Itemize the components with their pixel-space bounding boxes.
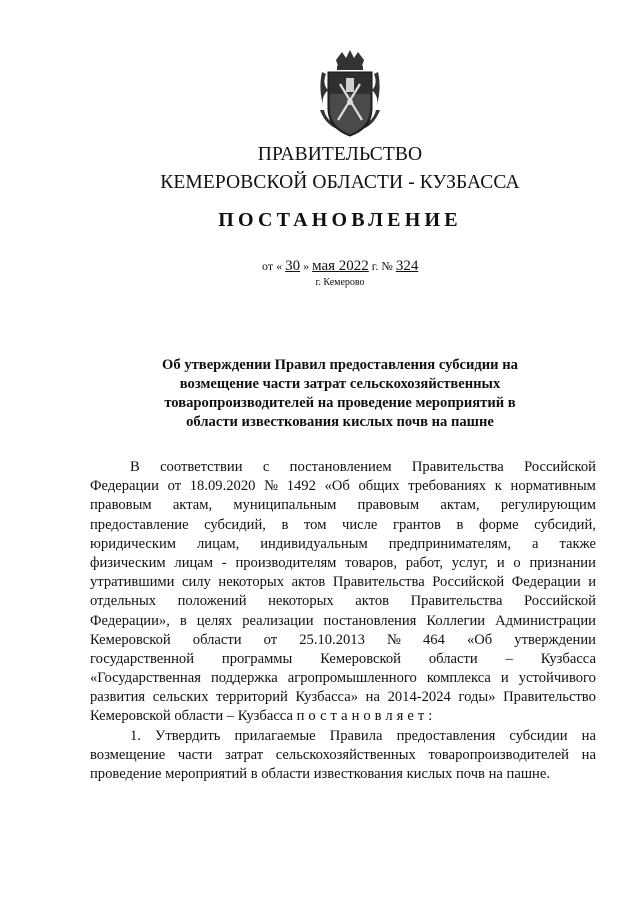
word: актов — [291, 574, 326, 591]
word: лицам — [174, 554, 214, 571]
paragraph-preamble — [90, 458, 596, 707]
word: предоставления — [396, 727, 496, 744]
word: № — [386, 631, 401, 648]
paragraph-item-1 — [90, 727, 596, 765]
word: признании — [529, 554, 596, 571]
word: грантов — [392, 516, 441, 533]
text-line — [90, 554, 596, 573]
government-title-line2: КЕМЕРОВСКОЙ ОБЛАСТИ - КУЗБАССА — [160, 172, 520, 193]
subject-line: возмещение части затрат сельскохозяйственных — [179, 376, 501, 392]
word: от — [167, 478, 182, 495]
word: субсидий, — [534, 516, 596, 533]
word: области — [428, 650, 478, 667]
text-line — [90, 765, 596, 784]
word: предпринимателям, — [388, 535, 512, 552]
word: государственной — [90, 650, 195, 667]
document-body — [90, 458, 596, 784]
word: Коллегии — [426, 612, 486, 629]
word: затрат — [224, 746, 264, 763]
word: Кемеровской — [90, 631, 171, 648]
word: В — [130, 459, 140, 475]
word: развития — [90, 689, 146, 706]
text-line — [90, 688, 596, 707]
word: на — [581, 727, 596, 744]
word: комплекса — [426, 670, 491, 687]
subject-line: товаропроизводителей на проведение мероприятий в — [164, 395, 516, 411]
word: Кузбасса» — [295, 689, 358, 706]
word: производителям — [235, 554, 337, 571]
document-number: 324 — [395, 258, 419, 274]
word: правовым — [357, 497, 420, 514]
coat-of-arms-emblem — [316, 50, 384, 138]
text-line — [90, 592, 596, 611]
document-subject — [152, 356, 528, 432]
word: Федерации», — [90, 612, 170, 629]
word: годы» — [458, 689, 496, 706]
word: постановления — [323, 612, 417, 629]
document-type-heading: ПОСТАНОВЛЕНИЕ — [218, 209, 462, 231]
subject-line: области известкования кислых почв на пашне — [186, 414, 494, 430]
document-city: г. Кемерово — [315, 277, 365, 288]
word: физическим — [90, 554, 166, 571]
word: устойчивого — [518, 670, 596, 687]
word: силу — [181, 574, 211, 591]
date-quote-close: » — [303, 259, 310, 273]
word: товаропроизводителей — [428, 746, 569, 763]
subject-line: Об утверждении Правил предоставления субсидии на — [162, 357, 518, 373]
word: Кузбасса — [540, 650, 596, 667]
text-line — [90, 669, 596, 688]
word: на — [581, 746, 596, 763]
word: реализации — [242, 612, 314, 629]
word: юридическим — [90, 535, 177, 552]
text-line — [90, 707, 596, 726]
text-fragment: проведение мероприятий в области известкования кислых почв на пашне. — [90, 766, 550, 782]
word: «Об — [466, 631, 493, 648]
text-line — [90, 612, 596, 631]
word: № — [264, 478, 279, 495]
word: лицам, — [197, 535, 240, 552]
text-line — [90, 535, 596, 554]
word: а — [532, 535, 539, 552]
word: к — [494, 478, 502, 495]
government-title-line1: ПРАВИТЕЛЬСТВО — [257, 144, 423, 165]
word: 2014-2024 — [387, 689, 451, 706]
word: Федерации — [511, 574, 581, 591]
word: 1. — [130, 727, 141, 744]
number-prefix: № — [381, 259, 393, 273]
word: сельских — [152, 689, 209, 706]
resolves-word: постановляет: — [296, 708, 437, 725]
word: Кемеровской — [320, 650, 401, 667]
word: индивидуальным — [260, 535, 368, 552]
word: территорий — [216, 689, 288, 706]
text-line — [90, 458, 596, 477]
word: регулирующим — [500, 497, 596, 514]
word: постановлением — [289, 459, 392, 475]
word: Правила — [329, 727, 383, 744]
word: и — [500, 670, 509, 687]
word: том — [303, 516, 327, 533]
word: Правительства — [332, 574, 425, 591]
word: также — [559, 535, 596, 552]
word: 464 — [422, 631, 445, 648]
word: программы — [221, 650, 293, 667]
word: 18.09.2020 — [189, 478, 256, 495]
date-prefix: от « — [262, 259, 283, 273]
date-year-suffix: г. — [371, 259, 379, 273]
word: услуг, — [451, 554, 489, 571]
date-month-year: мая 2022 — [312, 258, 369, 274]
word: муниципальным — [233, 497, 337, 514]
word: Правительство — [503, 689, 596, 706]
text-line — [90, 496, 596, 515]
word: нормативным — [510, 478, 596, 495]
document-date-line — [262, 258, 418, 275]
word: субсидии — [509, 727, 568, 744]
word: Утвердить — [155, 727, 221, 744]
text-line — [90, 477, 596, 496]
word: целях — [196, 612, 233, 629]
date-day: 30 — [285, 258, 301, 274]
word: числе — [342, 516, 378, 533]
word: 1492 — [286, 478, 316, 495]
word: соответствии — [160, 459, 243, 475]
word: форме — [479, 516, 519, 533]
word: субсидий, — [204, 516, 266, 533]
word: от — [263, 631, 278, 648]
word: возмещение — [90, 746, 166, 763]
word: сельскохозяйственных — [275, 746, 416, 763]
word: и — [496, 554, 505, 571]
word: актам, — [172, 497, 213, 514]
text-line — [90, 631, 596, 650]
word: части — [177, 746, 213, 763]
word: некоторых — [218, 574, 285, 591]
word: с — [262, 459, 270, 475]
word: – — [505, 650, 513, 667]
text-line — [90, 746, 596, 765]
word: отдельных — [90, 593, 157, 610]
word: в — [281, 516, 289, 533]
word: предоставление — [90, 516, 189, 533]
word: утратившими — [90, 574, 175, 591]
word: требованиях — [408, 478, 487, 495]
word: Российской — [524, 459, 596, 475]
word: Правительства — [410, 593, 503, 610]
word: прилагаемые — [234, 727, 316, 744]
word: Российской — [432, 574, 505, 591]
word: Российской — [524, 593, 596, 610]
word: - — [221, 554, 227, 571]
word: актов — [355, 593, 390, 610]
word: «Об — [324, 478, 350, 495]
word: товаров, — [345, 554, 397, 571]
word: «Государственная — [90, 670, 201, 687]
word: актам, — [440, 497, 480, 514]
word: области — [192, 631, 242, 648]
word: общих — [358, 478, 400, 495]
word: работ, — [405, 554, 443, 571]
text-fragment: Кемеровской области – Кузбасса — [90, 708, 293, 725]
word: о — [513, 554, 521, 571]
word: на — [365, 689, 380, 706]
text-line — [90, 516, 596, 535]
word: 25.10.2013 — [299, 631, 365, 648]
word: некоторых — [268, 593, 334, 610]
word: утверждении — [514, 631, 596, 648]
text-line — [90, 650, 596, 669]
word: положений — [177, 593, 247, 610]
word: правовым — [90, 497, 152, 514]
word: в — [179, 612, 187, 629]
word: в — [456, 516, 464, 533]
word: и — [588, 574, 596, 591]
text-line — [90, 573, 596, 592]
text-line — [90, 727, 596, 746]
word: Федерации — [90, 478, 159, 495]
word: Администрации — [495, 612, 596, 629]
word: поддержка — [210, 670, 278, 687]
word: агропромышленного — [287, 670, 417, 687]
word: Правительства — [411, 459, 504, 475]
